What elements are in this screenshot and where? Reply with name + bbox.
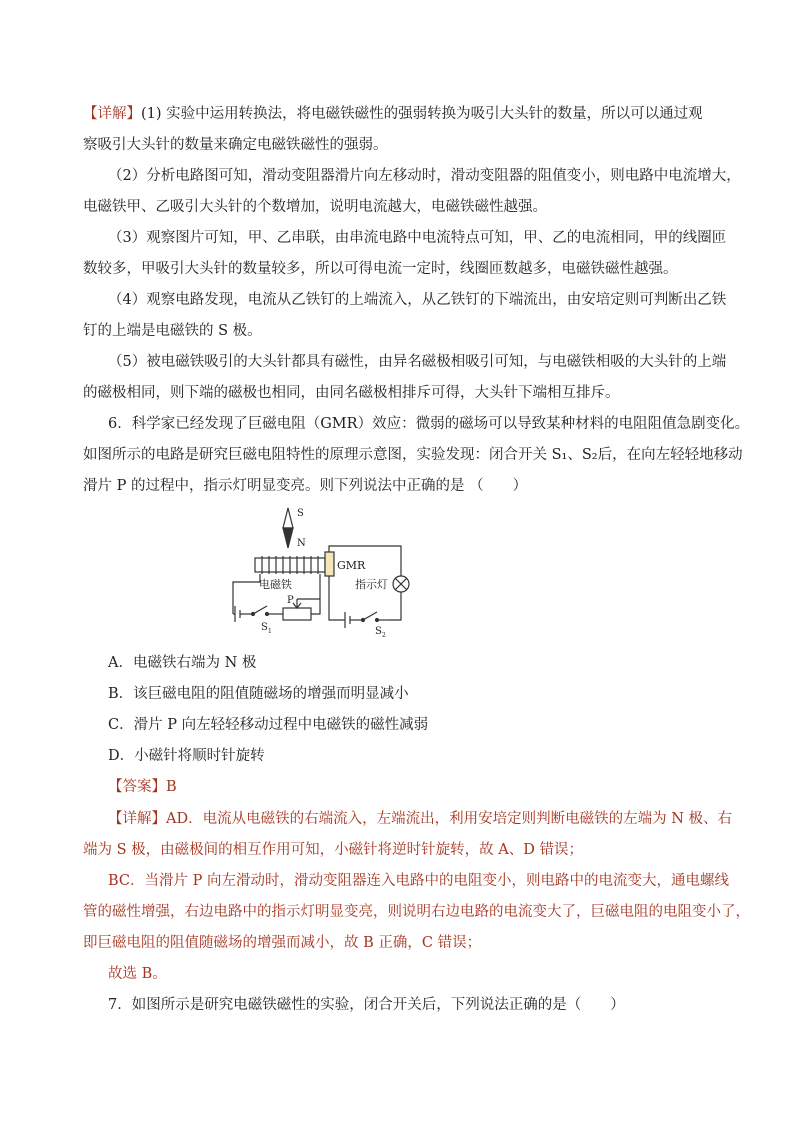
question6-line1: 6．科学家已经发现了巨磁电阻（GMR）效应：微弱的磁场可以导致某种材料的电阻阻值急剧变化。 xyxy=(108,416,750,432)
explanation5-line10: 的磁极相同，则下端的磁极也相同，由同名磁极相排斥可得，大头针下端相互排斥。 xyxy=(83,385,620,401)
indicator-lamp-label: 指示灯 xyxy=(355,578,388,591)
option-d: D．小磁针将顺时针旋转 xyxy=(108,748,265,764)
explanation6-line1: 【详解】AD．电流从电磁铁的右端流入，左端流出，利用安培定则判断电磁铁的左端为 N 极、右 xyxy=(108,811,732,827)
compass-s-label: S xyxy=(297,508,304,519)
question7-line1: 7．如图所示是研究电磁铁磁性的实验，闭合开关后，下列说法正确的是（ ） xyxy=(108,997,625,1013)
explanation5-line4: 电磁铁甲、乙吸引大头针的个数增加，说明电流越大，电磁铁磁性越强。 xyxy=(83,199,547,215)
explanation6-line2: 端为 S 极，由磁极间的相互作用可知，小磁针将逆时针旋转，故 A、D 错误； xyxy=(83,842,583,858)
electromagnet-label: 电磁铁 xyxy=(259,578,292,591)
explanation6-line4: 管的磁性增强，右边电路中的指示灯明显变亮，则说明右边电路的电流变大了，巨磁电阻的电阻变小了， xyxy=(83,904,750,920)
explanation5-line6: 数较多，甲吸引大头针的数量较多，所以可得电流一定时，线圈匝数越多，电磁铁磁性越强。 xyxy=(83,261,678,277)
gmr-circuit-diagram xyxy=(205,502,425,642)
switch-s1 xyxy=(253,606,267,614)
compass-n-label: N xyxy=(297,538,306,549)
option-a: A．电磁铁右端为 N 极 xyxy=(108,655,257,671)
explanation5-line1: 【详解】(1) 实验中运用转换法，将电磁铁磁性的强弱转换为吸引大头针的数量，所以可以通过观 xyxy=(83,106,703,122)
switch-s2-label: S xyxy=(375,626,382,637)
explanation5-line2: 察吸引大头针的数量来确定电磁铁磁性的强弱。 xyxy=(83,137,388,153)
answer-value: B xyxy=(166,779,177,795)
slider-p-label: P xyxy=(287,595,294,606)
switch-s1-subscript: 1 xyxy=(268,628,272,635)
option-c: C．滑片 P 向左轻轻移动过程中电磁铁的磁性减弱 xyxy=(108,717,429,733)
explanation-tag: 【详解】 xyxy=(108,811,166,827)
explanation5-line3: （2）分析电路图可知，滑动变阻器滑片向左移动时，滑动变阻器的阻值变小，则电路中电流增大， xyxy=(108,168,741,184)
answer-line xyxy=(108,777,738,797)
switch-s2-subscript: 2 xyxy=(382,632,386,639)
switch-s2 xyxy=(363,612,377,620)
option-b: B．该巨磁电阻的阻值随磁场的增强而明显减小 xyxy=(108,686,409,702)
answer-tag: 【答案】 xyxy=(108,779,166,795)
question6-line3: 滑片 P 的过程中，指示灯明显变亮。则下列说法中正确的是 （ ） xyxy=(83,478,528,494)
explanation6-line5: 即巨磁电阻的阻值随磁场的增强而减小，故 B 正确，C 错误； xyxy=(83,935,482,951)
explanation5-line7: （4）观察电路发现，电流从乙铁钉的上端流入，从乙铁钉的下端流出，由安培定则可判断出乙铁 xyxy=(108,292,727,308)
explanation5-line5: （3）观察图片可知，甲、乙串联，由串流电路中电流特点可知，甲、乙的电流相同，甲的线圈匝 xyxy=(108,230,727,246)
switch-s1-label: S xyxy=(261,622,268,633)
explanation6-line3: BC．当滑片 P 向左滑动时，滑动变阻器连入电路中的电阻变小，则电路中的电流变大，通电螺线 xyxy=(108,873,729,889)
question6-line2: 如图所示的电路是研究巨磁电阻特性的原理示意图，实验发现：闭合开关 S₁、S₂后，在向左轻轻地移动 xyxy=(83,447,743,463)
explanation5-line9: （5）被电磁铁吸引的大头针都具有磁性，由异名磁极相吸引可知，与电磁铁相吸的大头针的上端 xyxy=(108,354,727,370)
rheostat xyxy=(283,608,311,620)
explanation6-line6: 故选 B。 xyxy=(108,966,167,982)
compass-needle-south xyxy=(283,508,293,528)
gmr-resistor xyxy=(325,552,334,576)
gmr-label: GMR xyxy=(337,559,366,572)
explanation5-line8: 钉的上端是电磁铁的 S 极。 xyxy=(83,323,262,339)
explanation-tag: 【详解】 xyxy=(83,106,141,122)
compass-needle-north xyxy=(283,528,293,548)
